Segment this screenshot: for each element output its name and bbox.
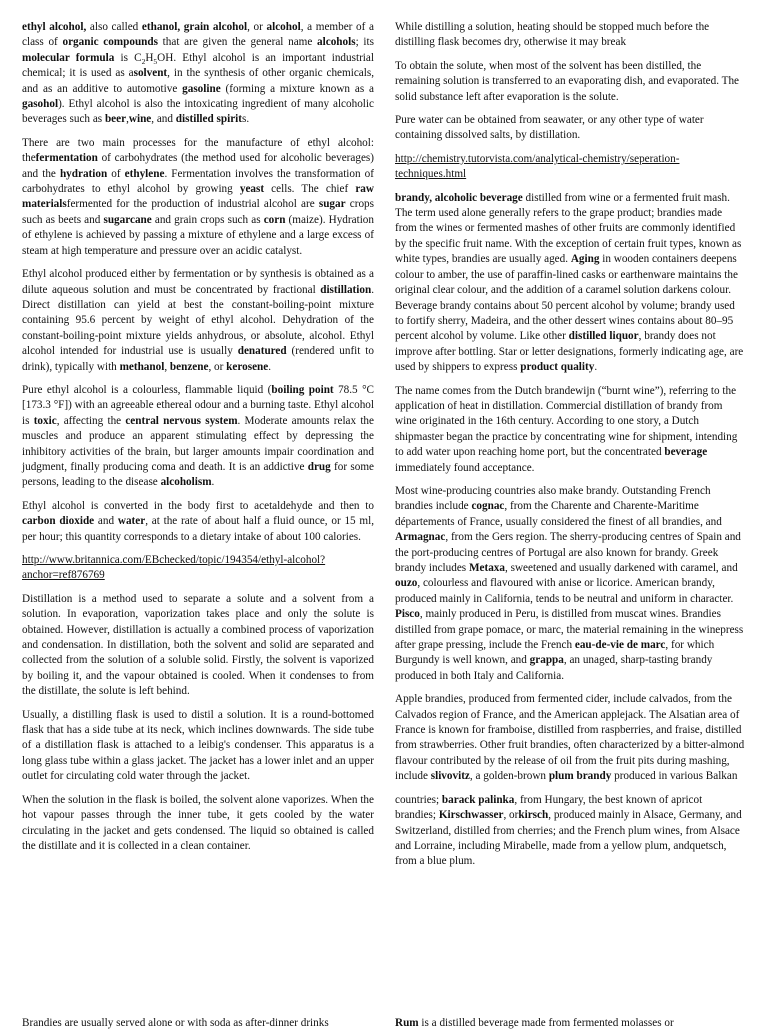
text-run: countries; [395,793,442,806]
bold-term: toxic [33,414,57,427]
text-run: (rendered unfit to drink), typically with [22,345,374,373]
text-run: . [268,360,272,373]
bold-term: alcohols [317,36,356,49]
bold-term: grappa [529,654,564,667]
bold-term: alcoholism [160,476,212,489]
text-run: is a distilled beverage made from fermented molasses or [418,1017,674,1029]
condensation-paragraph: When the solution in the flask is boiled, the solvent alone vaporizes. When the hot vapour passes through the inner tube, it gets cooled by the water circulating in the jacket and gets condensed. The liquid so obtained is called the distillate and it is collected in a clean container. [22,793,374,852]
text-run: OH. Ethyl alcohol is an important industrial chemical; it is used as a [22,51,374,80]
text-run: ; its [355,36,374,49]
text-run: Pure ethyl alcohol is a colourless, flammable liquid ( [22,383,272,396]
text-run: . Fermentation involves the transformation of carbohydrates to ethyl alcohol by growing [22,167,374,196]
text-run: (forming a mixture known as a [220,82,374,95]
text-run: 78.5 °C [173.3 °F]) with an agreeable ethereal odour and a burning taste. Ethyl alcohol is [22,383,375,427]
bold-term: beer [104,113,127,126]
text-run: Ethyl alcohol is converted in the body first to acetaldehyde and then to [22,499,374,512]
text-run: s. [242,113,250,126]
bold-term: benzene [169,360,209,373]
distillation-concentration-paragraph [22,267,374,375]
text-run: also called [86,21,142,33]
manufacture-paragraph [22,136,374,259]
text-run: fermented for the production of industrial alcohol are [66,198,319,211]
bold-term: cognac [471,500,505,513]
text-run: in wooden containers deepens colour to amber, the use of paraffin-lined casks or earthenware maintains the original clear colour, and the addition of a caramel solution darkens colour. Beverage brandy contains about 50 percent alcohol by volume; brandy used to fortify sherry, Madeira, and the other dessert wines contains about 80–95 percent alcohol by volume. Like other [395,253,738,343]
text-run: . [594,361,598,374]
bold-term: water [117,515,146,528]
bold-term: carbon dioxide [22,515,95,528]
text-run: , affecting the [56,414,126,427]
text-run: and grain crops such as [151,213,264,226]
properties-paragraph [22,383,374,491]
text-run: , from the Charente and Charente-Maritime départements of France, usually considered the finest of all brandies, and [395,500,722,528]
text-run: of [107,167,125,180]
bold-term: kirsch [518,809,549,822]
bold-term: product quality [520,361,595,374]
bold-term: sugar [318,198,346,211]
bold-term: gasoline [182,82,221,95]
bold-term: eau-de-vie de marc [574,639,666,652]
bold-term: fermentation [35,152,98,165]
text-run: , produced mainly in Alsace, Germany, and Switzerland, distilled from cherries; and the French plum wines, from Alsace and Lorraine, including Mirabelle, made from a yellow plum, andquetsch, from a blue plum. [395,809,742,868]
text-run: , an unaged, sharp-tasting brandy produced in both Italy and California. [395,654,713,682]
bold-term: distilled liquor [568,330,639,343]
text-run: , or [247,21,267,33]
text-run: . Moderate amounts relax the muscles and produce an apparent stimulating effect by depressing the inhibitory activities of the brain, but larger amounts impair coordination and judgment, finally producing coma and death. It is an addictive [22,414,374,473]
text-run: crops such as beets and [22,198,374,226]
bold-term: drug [307,460,331,473]
bold-term: Metaxa [468,562,505,574]
text-run: (maize). Hydration of ethylene is achieved by passing a mixture of ethylene and a large excess of steam at high temperature and pressure over an acidic catalyst. [22,213,374,257]
text-run: The name comes from the Dutch brandewijn (“burnt wine”), referring to the application of heat in distillation. Commercial distillation of brandy from wine originated in the 16th century. According to one story, a Dutch shipmaster began the practice by concentrating wine for shipment, intending to add water upon reaching home port, but the concentrated [395,384,738,459]
bold-term: wine [128,113,152,126]
bold-term: corn [263,213,286,226]
bold-term: hydration [59,167,108,180]
wine-countries-paragraph [395,484,745,684]
text-run: There are two main processes for the manufacture of ethyl alcohol: the [22,136,374,165]
bold-term: ethanol, grain alcohol [141,21,248,33]
text-run: , [126,113,129,126]
text-run: that are given the general name [157,36,318,49]
brandy-paragraph [395,191,745,376]
bold-term: distilled spirit [175,113,242,126]
bold-term: plum brandy [548,770,612,783]
text-run: ). Ethyl alcohol is also the intoxicating ingredient of many alcoholic beverages such as [22,98,374,126]
bold-term: barack palinka [441,793,515,806]
bold-term: ethylene [124,167,165,180]
text-run: , at the rate of about half a fluid ounce, or 15 ml, per hour; this quantity corresponds to a dietary intake of about 100 calories. [22,515,375,543]
text-run: , mainly produced in Peru, is distilled from muscat wines. Brandies distilled from grape pomace, or marc, the material remaining in the winepress after grape pressing, include the French [395,608,744,652]
text-run: H [145,51,154,64]
bold-term: gasohol [22,98,59,111]
bold-term: Pisco [395,608,420,621]
text-run: Apple brandies, produced from fermented cider, include calvados, from the Calvados region of France, and the American applejack. The Alsatian area of France is known for framboise, distilled from raspberries, and fraise, distilled from strawberries. Other fruit brandies, often characterized by a bitter-almond flavour contributed by the release of oil from the fruit pits during mashing, include [395,693,745,783]
text-run: Most wine-producing countries also make brandy. Outstanding French brandies include [395,484,711,513]
text-run: . Direct distillation can yield at best the constant-boiling-point mixture containing 95.6 percent by weight of ethyl alcohol. Dehydration of the constant-boiling-point mixture yields anhydrous, or absolute, alcohol. Ethyl alcohol intended for industrial use is usually [22,283,374,358]
text-run: cells. The chief [264,183,356,196]
text-run: , and [151,113,176,126]
pure-water-paragraph: Pure water can be obtained from seawater, or any other type of water containing dissolved salts, by distillation. [395,114,704,142]
text-run: and [94,515,118,528]
bold-term: yeast [239,183,265,196]
bold-term: ethyl alcohol, [22,21,87,33]
text-run: , or [208,360,227,373]
subscript: 5 [153,57,158,67]
bold-term: sugarcane [103,213,152,226]
bold-term: Rum [395,1017,419,1029]
heating-warning-paragraph: While distilling a solution, heating should be stopped much before the distilling flask becomes dry, otherwise it may break [395,21,710,49]
bold-term: ouzo [395,577,418,590]
left-column [22,20,374,862]
bold-term: Armagnac [395,531,446,544]
bold-term: Aging [570,253,600,266]
bold-term: organic compounds [62,36,158,49]
bold-term: raw materials [22,183,374,211]
bold-term: slivovitz [430,770,470,783]
text-run: , sweetened and usually darkened with caramel, and [505,562,738,574]
bold-term: boiling point [271,383,334,396]
text-run: Ethyl alcohol produced either by fermentation or by synthesis is obtained as a dilute aqueous solution and must be concentrated by fractional [22,268,374,296]
text-run: , a golden-brown [469,770,549,783]
distillation-method-paragraph: Distillation is a method used to separate a solute and a solvent from a solution. In evaporation, vaporization takes place and only the solute is obtained. However, distillation is actually a combined process of vaporization and condensation. In distillation, both the solvent and solid are separated and collected from the solution of a soluble solid. Firstly, the solvent is vaporized by boiling it, and the vapour obtained is cooled. When it condenses to from the distillate, the solute is left behind. [22,592,374,698]
text-run: is C [114,51,142,64]
text-run: . [211,476,215,489]
text-run: , in the synthesis of other organic chemicals, and as an additive to automotive [22,67,375,95]
solute-paragraph: To obtain the solute, when most of the solvent has been distilled, the remaining solution is transferred to an evaporating dish, and evaporated. The solid substance left after evaporation is the solute. [395,59,740,103]
bold-term: denatured [237,345,287,358]
text-run: , colourless and flavoured with anise or licorice. American brandy, produced mainly in California, tends to be neutral and uniform in character. [395,577,734,605]
apple-brandies-paragraph [395,692,745,784]
text-run: distilled from wine or a fermented fruit mash. The term used alone generally refers to the grape product; brandies made from the wines or fermented mashes of other fruits are commonly identified by the specific fruit name. With the exception of certain fruit types, known as white types, brandies are usually aged. [395,191,742,266]
bold-term: kerosene [226,360,269,373]
countries-paragraph [395,793,745,870]
bold-term: solvent [133,67,168,80]
text-run: of carbohydrates (the method used for alcoholic beverages) and the [22,152,374,180]
bold-term: Kirschwasser [438,809,504,822]
brandy-name-paragraph [395,384,745,476]
text-run: , brandy does not improve after bottling. Star or letter designations, formerly indicating age, are used by shippers to express [395,330,744,374]
text-run: for some persons, leading to the disease [22,460,374,489]
next-page-left-line: Brandies are usually served alone or with soda as after-dinner drinks [22,1017,329,1029]
bold-term: methanol [119,360,165,373]
text-run: , or [503,809,519,822]
subscript: 2 [141,57,146,67]
britannica-link[interactable]: http://www.britannica.com/EBchecked/topic/194354/ethyl-alcohol?anchor=ref876769 [22,554,326,582]
text-run: , a member of a class of [22,21,374,49]
bold-term: distillation [320,283,372,296]
bold-term: alcohol [266,21,301,33]
text-run: immediately found acceptance. [395,461,535,474]
text-run: produced in various Balkan [611,770,738,783]
distilling-flask-paragraph: Usually, a distilling flask is used to distil a solution. It is a round-bottomed flask that has a side tube at its neck, which inclines downwards. The side tube of a distillation flask is attached to a leibig's condenser. This apparatus is a long glass tube within a glass jacket. The jacket has a lower inlet and an upper outlet for circulating cold water through the jacket. [22,708,374,783]
bold-term: brandy, alcoholic beverage [395,191,523,204]
metabolism-paragraph [22,499,374,545]
text-run: , from the Gers region. The sherry-producing centres of Spain and the port-producing centres of Portugal are also known for brandy. Greek brandy includes [395,531,741,574]
text-run: , from Hungary, the best known of apricot brandies; [395,793,703,822]
right-column [395,20,745,878]
tutorvista-link[interactable]: http://chemistry.tutorvista.com/analytical-chemistry/seperation-techniques.html [395,152,680,181]
ethyl-alcohol-paragraph [22,20,374,128]
bold-term: beverage [664,446,708,459]
text-run: , for which Burgundy is well known, and [395,639,715,667]
text-run: , [164,360,170,373]
bold-term: central nervous system [125,414,238,427]
bold-term: molecular formula [22,51,115,64]
